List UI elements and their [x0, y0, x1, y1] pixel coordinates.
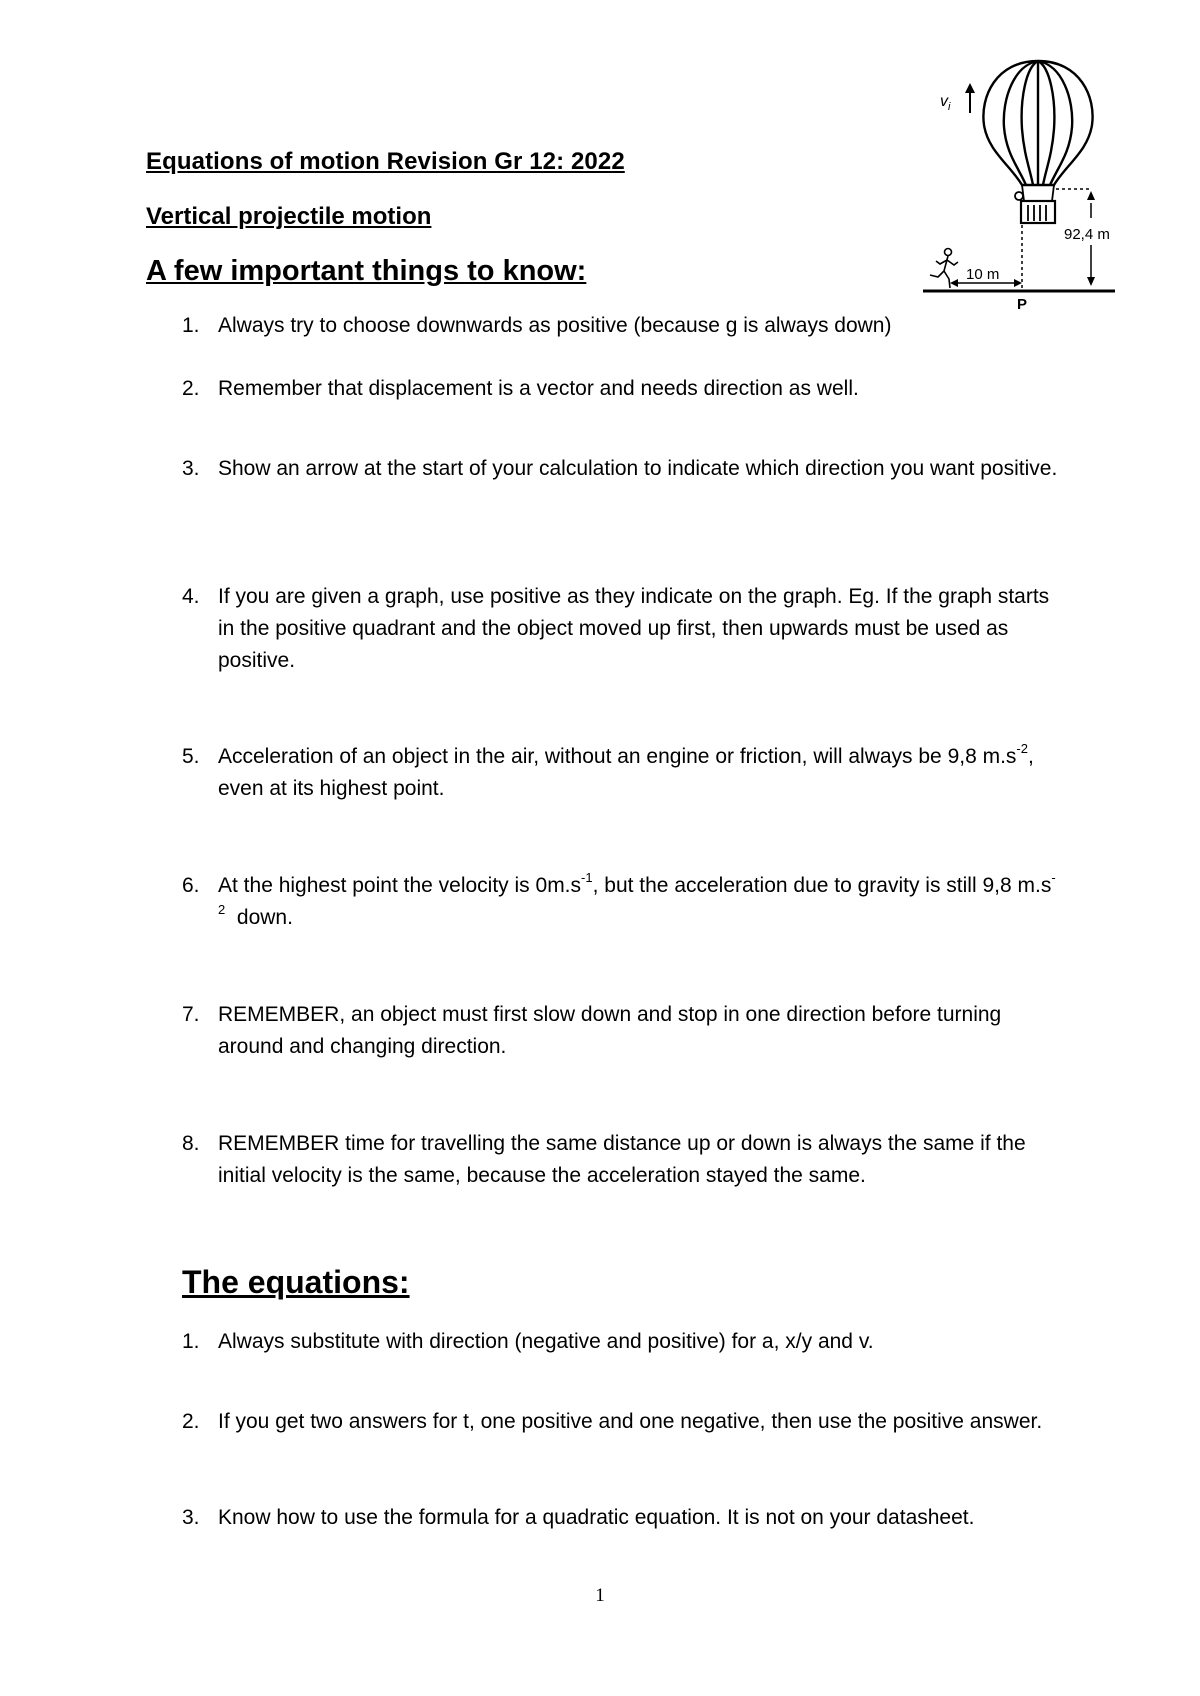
list-number: 3.	[182, 457, 200, 480]
list-text: If you are given a graph, use positive as they indicate on the graph. Eg. If the graph starts in the positive quadrant and the object moved up first, then upwards must be used as positive.	[218, 585, 1050, 672]
vi-label: $v_i$	[940, 93, 951, 113]
distance-arrow-right-head	[1014, 279, 1022, 287]
velocity-arrow-head	[965, 83, 975, 93]
page-number: 1	[595, 1585, 605, 1606]
list-number: 1.	[182, 314, 200, 337]
height-arrow-down-head	[1087, 277, 1095, 286]
balloon-envelope	[983, 61, 1092, 185]
list-text: At the highest point the velocity is $0m.s^{-1}$, but the acceleration due to gravity is still 9,8 $m.s^{-2}$ down.	[218, 870, 1056, 929]
list-number: 5.	[182, 745, 200, 768]
document-subtitle: Vertical projectile motion	[146, 203, 432, 230]
document-title: Equations of motion Revision Gr 12: 2022	[146, 148, 625, 175]
list-text: Always substitute with direction (negative and positive) for a, x/y and v.	[218, 1330, 874, 1353]
section-heading-equations: The equations:	[182, 1264, 410, 1300]
list-number: 7.	[182, 1003, 200, 1026]
list-text: Acceleration of an object in the air, without an engine or friction, will always be 9,8 $m.s^{-2}$, even at its highest point.	[218, 741, 1034, 800]
list-text: REMEMBER time for travelling the same distance up or down is always the same if the initial velocity is the same, because the acceleration stayed the same.	[218, 1132, 1026, 1187]
height-label: 92,4 m	[1064, 226, 1110, 243]
list-text: Show an arrow at the start of your calculation to indicate which direction you want positive.	[218, 457, 1058, 480]
distance-arrow-left-head	[950, 279, 958, 287]
list-number: 2.	[182, 1410, 200, 1433]
height-arrow-up-head	[1087, 191, 1095, 200]
distance-label: 10 m	[966, 266, 1000, 283]
list-text: Remember that displacement is a vector and needs direction as well.	[218, 377, 859, 400]
point-p-label: P	[1017, 296, 1028, 313]
list-text: Always try to choose downwards as positive (because g is always down)	[218, 314, 892, 337]
list-number: 8.	[182, 1132, 200, 1155]
list-text: REMEMBER, an object must first slow down and stop in one direction before turning around and changing direction.	[218, 1003, 1002, 1058]
balloon-figure	[918, 55, 1118, 317]
section-heading-important: A few important things to know:	[146, 255, 587, 287]
balloon-diagram	[918, 55, 1118, 317]
list-number: 4.	[182, 585, 200, 608]
balloon-basket	[1015, 185, 1055, 223]
list-number: 3.	[182, 1506, 200, 1529]
list-number: 1.	[182, 1330, 200, 1353]
list-text: Know how to use the formula for a quadratic equation. It is not on your datasheet.	[218, 1506, 975, 1529]
list-number: 6.	[182, 874, 200, 897]
list-number: 2.	[182, 377, 200, 400]
list-text: If you get two answers for t, one positive and one negative, then use the positive answer.	[218, 1410, 1043, 1433]
